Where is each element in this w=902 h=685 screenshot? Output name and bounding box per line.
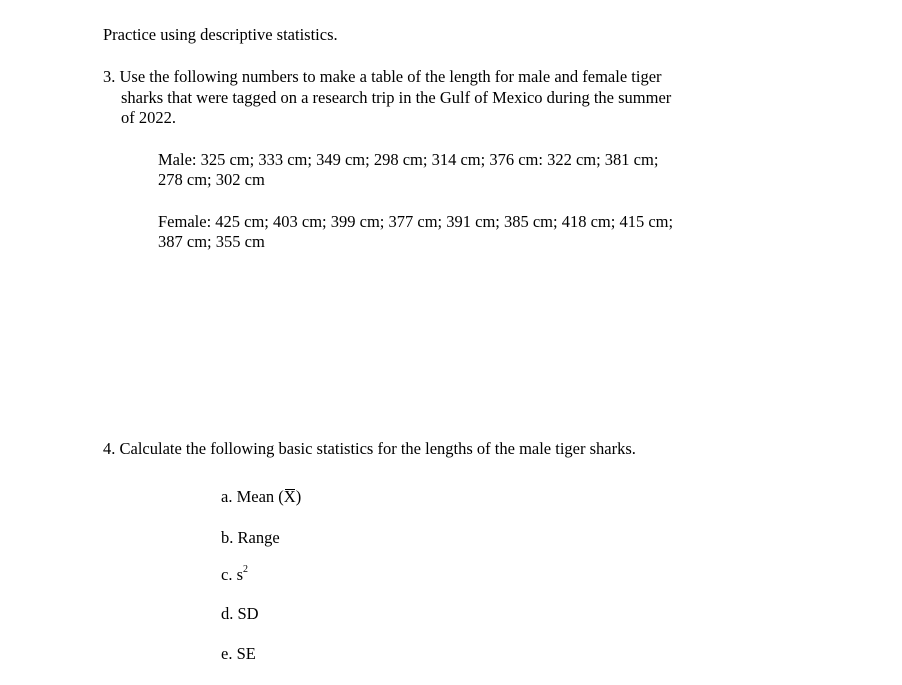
question-4-text: 4. Calculate the following basic statistics for the lengths of the male tiger sharks. xyxy=(103,439,636,458)
question-3-line-3: of 2022. xyxy=(121,108,176,127)
male-lengths-line-2: 278 cm; 302 cm xyxy=(158,170,265,189)
item-a-mean xyxy=(221,487,301,508)
item-e-se: e. SE xyxy=(221,644,256,663)
male-lengths-line-1: Male: 325 cm; 333 cm; 349 cm; 298 cm; 314 cm; 376 cm: 322 cm; 381 cm; xyxy=(158,150,659,169)
question-3-line-1: 3. Use the following numbers to make a table of the length for male and female tiger xyxy=(103,67,662,86)
item-c-prefix: c. s xyxy=(221,565,243,584)
item-c-superscript: 2 xyxy=(243,563,248,575)
question-3-line-2: sharks that were tagged on a research trip in the Gulf of Mexico during the summer xyxy=(121,88,672,107)
item-d-sd: d. SD xyxy=(221,604,259,623)
female-lengths-line-1: Female: 425 cm; 403 cm; 399 cm; 377 cm; 391 cm; 385 cm; 418 cm; 415 cm; xyxy=(158,212,674,231)
item-a-prefix: a. Mean ( xyxy=(221,487,284,506)
item-c-variance xyxy=(221,565,248,586)
intro-heading: Practice using descriptive statistics. xyxy=(103,25,338,44)
item-a-suffix: ) xyxy=(295,487,302,506)
female-lengths-line-2: 387 cm; 355 cm xyxy=(158,232,265,251)
x-bar-symbol: X xyxy=(283,487,296,506)
item-b-range: b. Range xyxy=(221,528,280,547)
